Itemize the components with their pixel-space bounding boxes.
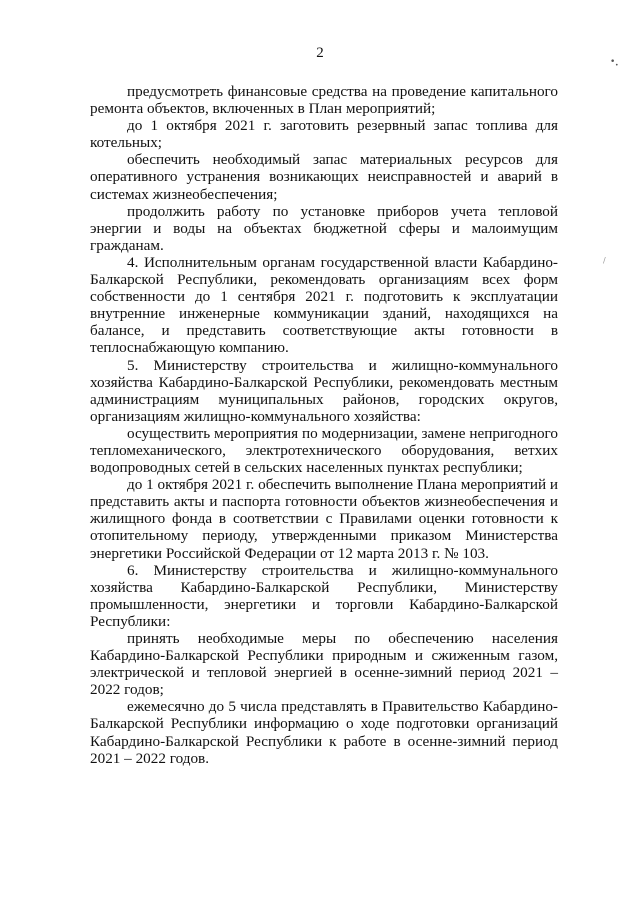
paragraph-item-4: 4. Исполнительным органам государственной власти Кабардино-Балкарской Республики, рекомендовать организациям всех форм собственности до 1 сентября 2021 г. подготовить к эксплуатации внутренние инженерные коммуникации зданий, находящихся на балансе, и представить соответствующие акты готовности в теплоснабжающую компанию.: [90, 253, 558, 357]
document-body: [90, 83, 558, 767]
scan-speck-mark: •: [610, 57, 616, 67]
paragraph-material-resources: обеспечить необходимый запас материальных ресурсов для оперативного устранения возникающих неисправностей и аварий в системах жизнеобеспечения;: [90, 151, 558, 203]
paragraph-fuel-reserve: до 1 октября 2021 г. заготовить резервный запас топлива для котельных;: [90, 117, 558, 152]
scan-speck-mark: •: [615, 62, 619, 69]
paragraph-item-6: 6. Министерству строительства и жилищно-коммунального хозяйства Кабардино-Балкарской Республики, Министерству промышленности, энергетики и торговли Кабардино-Балкарской Республики:: [90, 561, 558, 630]
paragraph-item-5: 5. Министерству строительства и жилищно-коммунального хозяйства Кабардино-Балкарской Республики, рекомендовать местным администрациям муниципальных районов, городских округов, организациям жилищно-коммунального хозяйства:: [90, 356, 558, 425]
paragraph-modernization: осуществить мероприятия по модернизации, замене непригодного тепломеханического, электротехнического оборудования, ветхих водопроводных сетей в сельских населенных пунктах республики;: [90, 424, 558, 477]
paragraph-monthly-report: ежемесячно до 5 числа представлять в Правительство Кабардино-Балкарской Республики информацию о ходе подготовки организаций Кабардино-Балкарской Республики к работе в осенне-зимний период 2021 – 2022 годов.: [90, 698, 558, 767]
paragraph-financing: предусмотреть финансовые средства на проведение капитального ремонта объектов, включенных в План мероприятий;: [90, 83, 558, 118]
paragraph-metering: продолжить работу по установке приборов учета тепловой энергии и воды на объектах бюджетной сферы и малоимущим гражданам.: [90, 202, 558, 254]
page-number: 2: [316, 45, 324, 61]
paragraph-gas-supply: принять необходимые меры по обеспечению населения Кабардино-Балкарской Республики природным и сжиженным газом, электрической и тепловой энергией в осенне-зимний период 2021 – 2022 годов;: [90, 630, 558, 699]
paragraph-readiness-plan: до 1 октября 2021 г. обеспечить выполнение Плана мероприятий и представить акты и паспорта готовности объектов жизнеобеспечения и жилищного фонда в соответствии с Правилами оценки готовности к отопительному периоду, утвержденными приказом Министерства энергетики Российской Федерации от 12 марта 2013 г. № 103.: [90, 476, 558, 562]
scan-speck-mark: /: [603, 256, 606, 265]
